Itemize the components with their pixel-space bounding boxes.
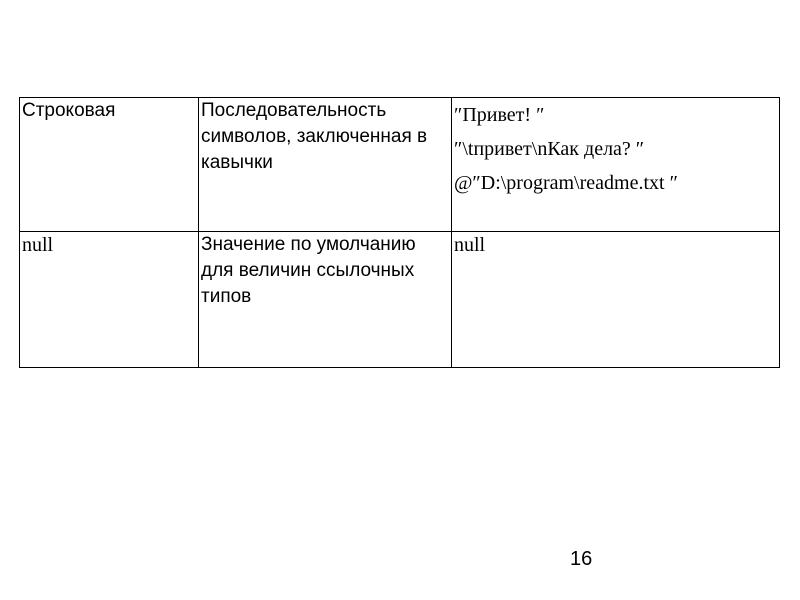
data-types-table [19,97,780,368]
page-number: 16 [570,548,593,570]
example-line: ″\tпривет\nКак дела? ″ [454,138,645,160]
example-line: @″D:\program\readme.txt ″ [454,172,678,194]
example-line: ″Привет! ″ [454,104,545,126]
type-cell: null [20,232,199,368]
table-row [20,98,780,232]
examples-cell [452,232,780,368]
description-cell: Значение по умолчанию для величин ссылочных типов [199,232,452,368]
examples-cell [452,98,780,232]
table-row [20,232,780,368]
example-line: null [454,234,486,256]
type-cell: Строковая [20,98,199,232]
description-cell: Последовательность символов, заключенная в кавычки [199,98,452,232]
